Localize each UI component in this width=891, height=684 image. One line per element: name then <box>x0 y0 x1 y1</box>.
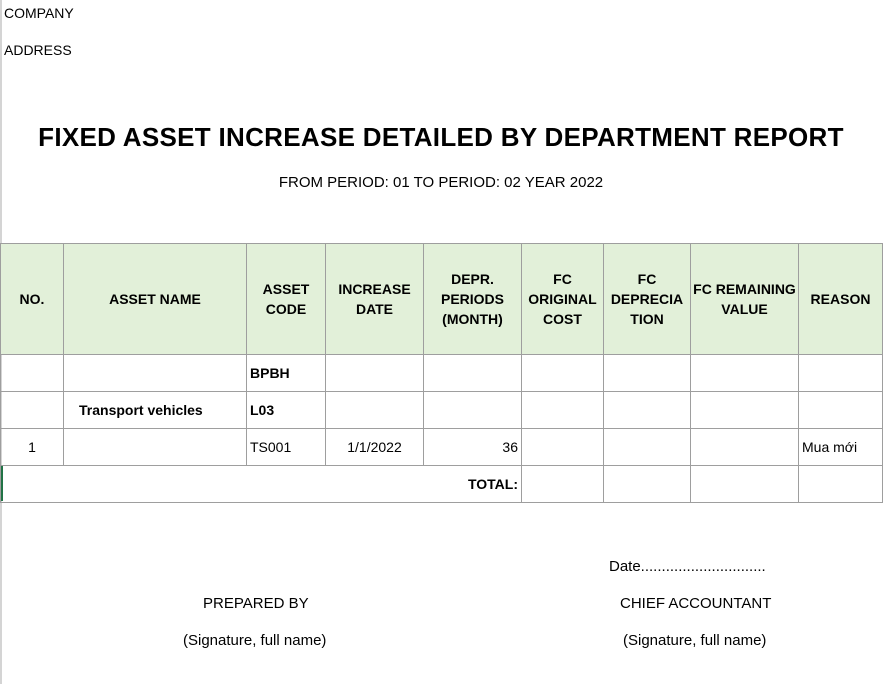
total-fc-remaining-value[interactable] <box>691 466 799 503</box>
col-header-asset-name[interactable]: ASSET NAME <box>64 244 247 355</box>
cell-depr-periods[interactable] <box>424 392 522 429</box>
col-header-fc-remaining-value[interactable]: FC REMAINING VALUE <box>691 244 799 355</box>
cell-reason[interactable] <box>799 392 883 429</box>
chief-accountant-label[interactable]: CHIEF ACCOUNTANT <box>620 595 772 612</box>
report-period[interactable]: FROM PERIOD: 01 TO PERIOD: 02 YEAR 2022 <box>278 174 604 191</box>
cell-no[interactable] <box>1 355 64 392</box>
cell-fc-depreciation[interactable] <box>604 392 691 429</box>
col-header-fc-original-cost[interactable]: FC ORIGINAL COST <box>522 244 604 355</box>
col-header-fc-depreciation[interactable]: FC DEPRECIA TION <box>604 244 691 355</box>
report-title[interactable]: FIXED ASSET INCREASE DETAILED BY DEPARTMENT REPORT <box>38 122 844 152</box>
total-reason[interactable] <box>799 466 883 503</box>
date-line[interactable]: Date.............................. <box>609 558 766 575</box>
cell-reason[interactable] <box>799 355 883 392</box>
total-fc-original-cost[interactable] <box>522 466 604 503</box>
col-header-no[interactable]: NO. <box>1 244 64 355</box>
cell-fc-original-cost[interactable] <box>522 392 604 429</box>
col-header-increase-date[interactable]: INCREASE DATE <box>326 244 424 355</box>
cell-asset-name[interactable]: Transport vehicles <box>64 392 247 429</box>
table-header-row <box>1 244 883 355</box>
cell-fc-depreciation[interactable] <box>604 355 691 392</box>
cell-fc-original-cost[interactable] <box>522 355 604 392</box>
cell-increase-date[interactable]: 1/1/2022 <box>326 429 424 466</box>
total-row <box>1 466 883 503</box>
table-row <box>1 355 883 392</box>
cell-asset-code[interactable]: L03 <box>247 392 326 429</box>
cell-asset-name[interactable] <box>64 355 247 392</box>
cell-reason[interactable]: Mua mới <box>799 429 883 466</box>
total-fc-depreciation[interactable] <box>604 466 691 503</box>
prepared-by-label[interactable]: PREPARED BY <box>203 595 309 612</box>
asset-report-table <box>0 243 883 503</box>
cell-increase-date[interactable] <box>326 392 424 429</box>
signature-right[interactable]: (Signature, full name) <box>623 632 767 649</box>
table-row <box>1 392 883 429</box>
cell-increase-date[interactable] <box>326 355 424 392</box>
col-header-asset-code[interactable]: ASSET CODE <box>247 244 326 355</box>
cell-depr-periods[interactable] <box>424 355 522 392</box>
cell-no[interactable]: 1 <box>1 429 64 466</box>
cell-asset-code[interactable]: BPBH <box>247 355 326 392</box>
cell-fc-original-cost[interactable] <box>522 429 604 466</box>
signature-left[interactable]: (Signature, full name) <box>183 632 327 649</box>
cell-no[interactable] <box>1 392 64 429</box>
total-label[interactable]: TOTAL: <box>1 466 522 503</box>
cell-fc-remaining-value[interactable] <box>691 429 799 466</box>
cell-depr-periods[interactable]: 36 <box>424 429 522 466</box>
col-header-depr-periods[interactable]: DEPR. PERIODS (MONTH) <box>424 244 522 355</box>
cell-fc-remaining-value[interactable] <box>691 355 799 392</box>
cell-fc-depreciation[interactable] <box>604 429 691 466</box>
company-label[interactable]: COMPANY <box>4 5 74 21</box>
cell-asset-name[interactable] <box>64 429 247 466</box>
address-label[interactable]: ADDRESS <box>4 42 72 58</box>
col-header-reason[interactable]: REASON <box>799 244 883 355</box>
table-row <box>1 429 883 466</box>
cell-fc-remaining-value[interactable] <box>691 392 799 429</box>
cell-asset-code[interactable]: TS001 <box>247 429 326 466</box>
